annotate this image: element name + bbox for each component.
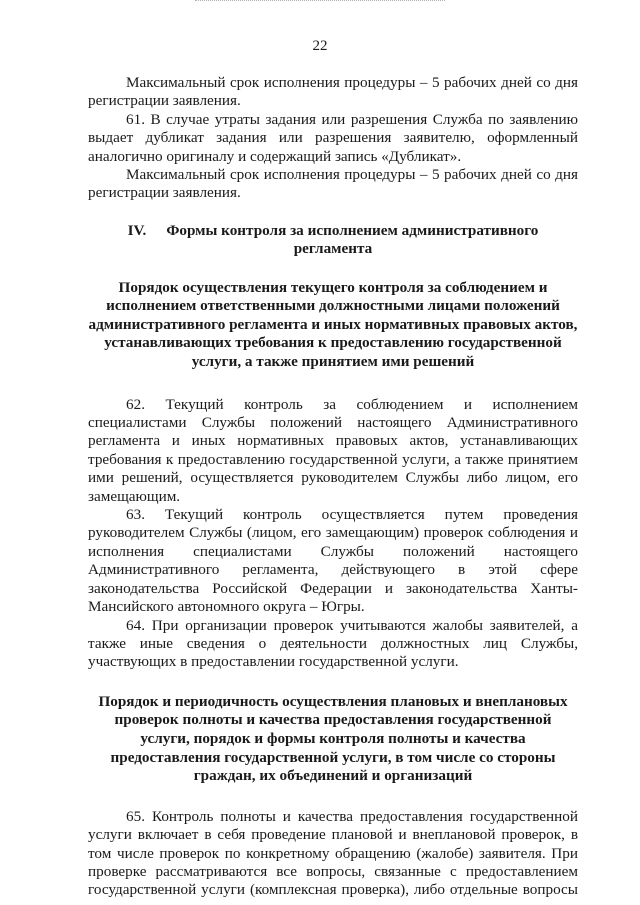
subsection-heading-planned-inspections: Порядок и периодичность осуществления плановых и внеплановых проверок полноты и качества предоставления государственной услуги, порядок и формы контроля полноты и качества предоставления государственной услуги, в том числе со стороны граждан, их объединений и организаций xyxy=(98,692,568,785)
section-number: IV. xyxy=(127,221,147,239)
document-body xyxy=(88,74,578,900)
subsection-heading-current-control: Порядок осуществления текущего контроля за соблюдением и исполнением ответственными должностными лицами положений административного регламента и иных нормативных правовых актов, устанавливающих требования к предоставлению государственной услуги, а также принятием ими решений xyxy=(88,278,578,371)
paragraph-62: 62. Текущий контроль за соблюдением и исполнением специалистами Службы положений настоящего Административного регламента и иных нормативных правовых актов, устанавливающих требования к предоставлению государственной услуги, а также принятием ими решений, осуществляется руководителем Службы либо лицом, его замещающим. xyxy=(88,395,578,505)
section-title-line1: Формы контроля за исполнением административного xyxy=(166,221,539,239)
paragraph-max-term-2: Максимальный срок исполнения процедуры – 5 рабочих дней со дня регистрации заявления. xyxy=(88,166,578,202)
paragraph-max-term-1: Максимальный срок исполнения процедуры – 5 рабочих дней со дня регистрации заявления. xyxy=(88,74,578,110)
scan-top-mark xyxy=(195,0,445,4)
section-title-line2: регламента xyxy=(293,240,373,258)
page-number: 22 xyxy=(312,38,328,54)
paragraph-64: 64. При организации проверок учитываются жалобы заявителей, а также иные сведения о деятельности должностных лиц Службы, участвующих в предоставлении государственной услуги. xyxy=(88,616,578,671)
paragraph-61: 61. В случае утраты задания или разрешения Служба по заявлению выдает дубликат задания или разрешения заявителю, оформленный аналогично оригиналу и содержащий запись «Дубликат». xyxy=(88,110,578,165)
paragraph-65: 65. Контроль полноты и качества предоставления государственной услуги включает в себя проведение плановой и внеплановой проверок, в том числе проверок по конкретному обращению (жалобе) заявителя. При проверке рассматриваются все вопросы, связанные с предоставлением государственной услуги (комплексная проверка), либо отдельные вопросы xyxy=(88,807,578,899)
section-heading xyxy=(88,222,578,259)
paragraph-63: 63. Текущий контроль осуществляется путем проведения руководителем Службы (лицом, его замещающим) проверок соблюдения и исполнения специалистами Службы положений настоящего Административного регламента, действующего в этой сфере законодательства Российской Федерации и законодательства Ханты-Мансийского автономного округа – Югры. xyxy=(88,506,578,616)
